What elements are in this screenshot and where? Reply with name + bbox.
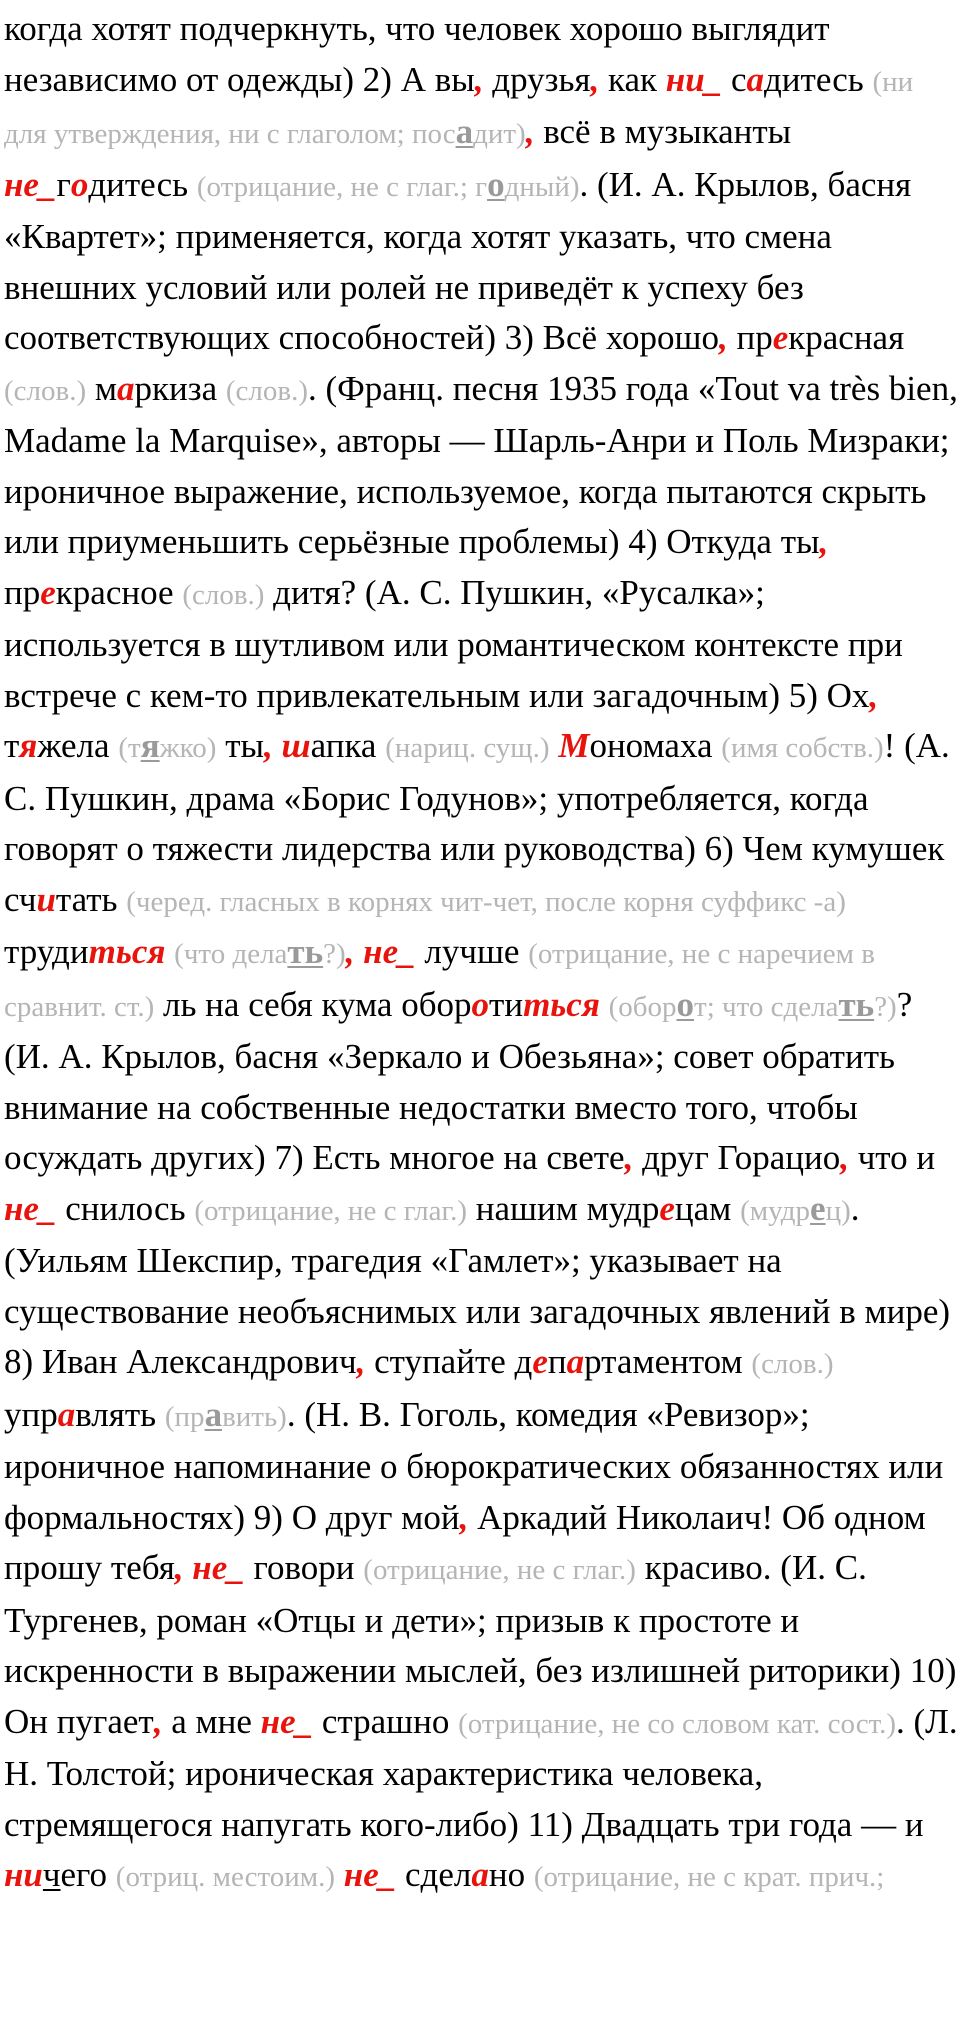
text-run: [165, 932, 174, 971]
hint-check-letter: ть: [838, 984, 875, 1024]
highlighted-letter: , не_: [174, 1548, 245, 1587]
text-run: цам: [674, 1188, 741, 1228]
text-run: . (Франц. песня 1935 года «Tout va très bien, Madame la Marquise», авторы — Шарль-Анри и Поль Мизраки; ироничное выражение, используемое, когда пытаются скрыть или приуменьшить серьёзные проблемы) 4) Откуда ты: [4, 368, 958, 561]
text-run: ономаха: [589, 726, 722, 765]
text-run: с: [722, 59, 747, 99]
text-run: красное: [55, 572, 183, 612]
grammar-hint: (отрицание, не с глаг.; г: [196, 170, 488, 203]
hint-check-letter: а: [455, 112, 474, 151]
text-run: сдел: [396, 1855, 472, 1894]
grammar-hint: (имя собств.): [721, 732, 884, 764]
hint-check-letter: о: [676, 984, 695, 1024]
highlighted-letter: не_: [4, 164, 57, 204]
grammar-hint: ?): [874, 990, 897, 1023]
text-run: [273, 726, 282, 765]
grammar-hint: (отрицание, не со словом кат. сост.): [458, 1707, 897, 1740]
text-run: друг Горацио: [633, 1138, 841, 1177]
text-run: г: [56, 164, 71, 204]
hint-check-letter: е: [810, 1188, 826, 1228]
grammar-hint: (нариц. сущ.): [385, 732, 550, 764]
text-run: . (И. А. Крылов, басня «Квартет»; применяется, когда хотят указать, что смена внешних условий или ролей не приведёт к успеху без соответствующих способностей) 3) Всё хорошо: [4, 164, 912, 357]
text-run: [550, 726, 559, 765]
text-run: дитя? (А. С. Пушкин, «Русалка»; используется в шутливом или романтическом контексте при встрече с кем-то привлекательным или загадочным) 5) Ох: [4, 572, 903, 715]
grammar-hint: (отрицание, не с глаг.): [363, 1554, 636, 1586]
text-run: ртаментом: [584, 1342, 752, 1381]
underlined-letter: ч: [42, 1855, 61, 1894]
highlighted-letter: ться: [523, 984, 600, 1024]
text-run: друзья: [483, 59, 591, 99]
hint-check-letter: я: [140, 726, 160, 765]
highlighted-letter: ,: [474, 59, 484, 99]
text-run: ступайте д: [365, 1342, 533, 1381]
text-run: дитесь: [88, 164, 197, 204]
grammar-hint: т; что сдела: [694, 990, 839, 1023]
text-run: лучше: [415, 932, 529, 971]
grammar-hint: (мудр: [740, 1194, 811, 1227]
text-run: красиво. (И. С. Тургенев, роман «Отцы и дети»; призыв к простоте и искренности в выражении мыслей, без излишней риторики) 10) Он пугает: [4, 1548, 957, 1741]
grammar-hint: (отрицание, не с крат. прич.;: [533, 1861, 885, 1893]
grammar-hint: жко): [159, 732, 217, 764]
text-run: труди: [4, 932, 89, 971]
highlighted-letter: о: [70, 164, 89, 204]
text-run: пр: [4, 572, 41, 612]
text-run: Аркадий Николаич! Об одном прошу тебя: [4, 1497, 926, 1587]
grammar-hint: ?): [323, 938, 346, 970]
text-run: ркиза: [134, 368, 226, 408]
highlighted-letter: е: [532, 1342, 548, 1381]
highlighted-letter: а: [117, 368, 135, 408]
text-run: всё в музыканты: [534, 112, 792, 151]
highlighted-letter: не_: [260, 1701, 314, 1741]
text-run: м: [86, 368, 118, 408]
text-run: его: [60, 1855, 116, 1894]
grammar-hint: (отрицание, не с наречием в сравнит. ст.): [4, 938, 875, 1023]
highlighted-letter: , не_: [345, 932, 416, 971]
highlighted-letter: ,: [264, 726, 273, 765]
grammar-hint: (ни для утверждения, ни с глаголом; пос: [4, 65, 914, 150]
highlighted-letter: о: [471, 984, 490, 1024]
text-run: . (Уильям Шекспир, трагедия «Гамлет»; указывает на существование необъяснимых или загадочных явлений в мире) 8) Иван Александрович: [4, 1188, 951, 1381]
highlighted-letter: не_: [4, 1188, 57, 1228]
grammar-hint: (слов.): [225, 374, 308, 407]
text-run: т: [4, 726, 20, 765]
text-run: как: [599, 59, 666, 99]
text-run: красная: [788, 318, 905, 357]
highlighted-letter: ,: [525, 112, 535, 151]
highlighted-letter: ,: [819, 522, 829, 561]
grammar-hint: вить): [222, 1400, 287, 1433]
grammar-hint: (что дела: [174, 938, 288, 970]
text-run: когда хотят подчеркнуть, что человек хорошо выглядит независимо от одежды) 2) А вы: [4, 9, 830, 99]
highlighted-letter: ,: [624, 1138, 634, 1177]
highlighted-letter: е: [40, 572, 56, 612]
text-run: но: [488, 1855, 534, 1894]
text-run: пр: [727, 318, 773, 357]
grammar-hint: ц): [825, 1194, 851, 1227]
text-run: тать: [55, 879, 127, 919]
hint-check-letter: а: [204, 1394, 223, 1434]
highlighted-letter: ,: [356, 1342, 366, 1381]
highlighted-letter: М: [558, 726, 590, 765]
highlighted-letter: я: [19, 726, 38, 765]
text-run: ! (А. С. Пушкин, драма «Борис Годунов»; употребляется, когда говорят о тяжести лидерства или руководства) 6) Чем кумушек сч: [4, 726, 950, 919]
text-run: ты: [216, 726, 264, 765]
text-run: страшно: [313, 1701, 459, 1741]
grammar-hint: дный): [504, 170, 580, 203]
grammar-hint: (отриц. местоим.): [115, 1861, 336, 1893]
highlighted-letter: ,: [459, 1497, 469, 1537]
highlighted-letter: а: [57, 1394, 76, 1434]
text-run: упр: [4, 1394, 58, 1434]
text-run: [600, 985, 609, 1024]
grammar-hint: (отрицание, не с глаг.): [194, 1194, 467, 1227]
text-run: ль на себя кума обор: [154, 984, 472, 1024]
text-run: апка: [310, 726, 386, 765]
highlighted-letter: и: [36, 879, 56, 919]
grammar-hint: (обор: [608, 990, 677, 1023]
document-paragraph: [4, 4, 958, 1903]
grammar-hint: (слов.): [182, 578, 265, 611]
highlighted-letter: ,: [718, 318, 728, 357]
hint-check-letter: ть: [287, 932, 324, 971]
text-run: ти: [489, 984, 524, 1024]
text-run: . (Л. Н. Толстой; ироническая характеристика человека, стремящегося напугать кого-либо) 11) Двадцать три года — и: [4, 1701, 958, 1844]
text-run: влять: [75, 1394, 165, 1434]
text-run: нашим мудр: [467, 1188, 660, 1228]
text-run: [335, 1855, 344, 1894]
highlighted-letter: ни: [4, 1855, 43, 1894]
grammar-hint: (слов.): [751, 1348, 834, 1380]
text-run: п: [547, 1342, 567, 1381]
highlighted-letter: а: [746, 59, 764, 99]
grammar-hint: (пр: [164, 1400, 205, 1433]
highlighted-letter: ,: [153, 1701, 163, 1741]
highlighted-letter: а: [471, 1855, 489, 1894]
grammar-hint: (т: [118, 732, 141, 764]
highlighted-letter: е: [659, 1188, 675, 1228]
highlighted-letter: а: [566, 1342, 585, 1381]
text-run: . (Н. В. Гоголь, комедия «Ревизор»; ироничное напоминание о бюрократических обязанностях или формальностях) 9) О друг мой: [4, 1394, 944, 1537]
grammar-hint: (слов.): [4, 374, 87, 407]
highlighted-letter: е: [772, 318, 789, 357]
highlighted-letter: ,: [590, 59, 600, 99]
text-run: а мне: [162, 1701, 261, 1741]
text-run: говори: [244, 1548, 364, 1587]
highlighted-letter: ться: [88, 932, 166, 971]
highlighted-letter: ни_: [665, 59, 723, 99]
text-run: снилось: [56, 1188, 195, 1228]
highlighted-letter: ,: [869, 675, 879, 715]
highlighted-letter: ,: [840, 1138, 849, 1177]
grammar-hint: дит): [473, 118, 526, 150]
hint-check-letter: о: [487, 164, 505, 204]
highlighted-letter: ш: [281, 726, 311, 765]
highlighted-letter: не_: [343, 1855, 397, 1894]
grammar-hint: (черед. гласных в корнях чит-чет, после корня суффикс -а): [126, 885, 846, 918]
text-run: что и: [848, 1138, 936, 1177]
text-run: жела: [37, 726, 119, 765]
text-run: дитесь: [763, 59, 873, 99]
text-run: ? (И. А. Крылов, басня «Зеркало и Обезьяна»; совет обратить внимание на собственные недостатки вместо того, чтобы осуждать других) 7) Есть многое на свете: [4, 984, 913, 1177]
